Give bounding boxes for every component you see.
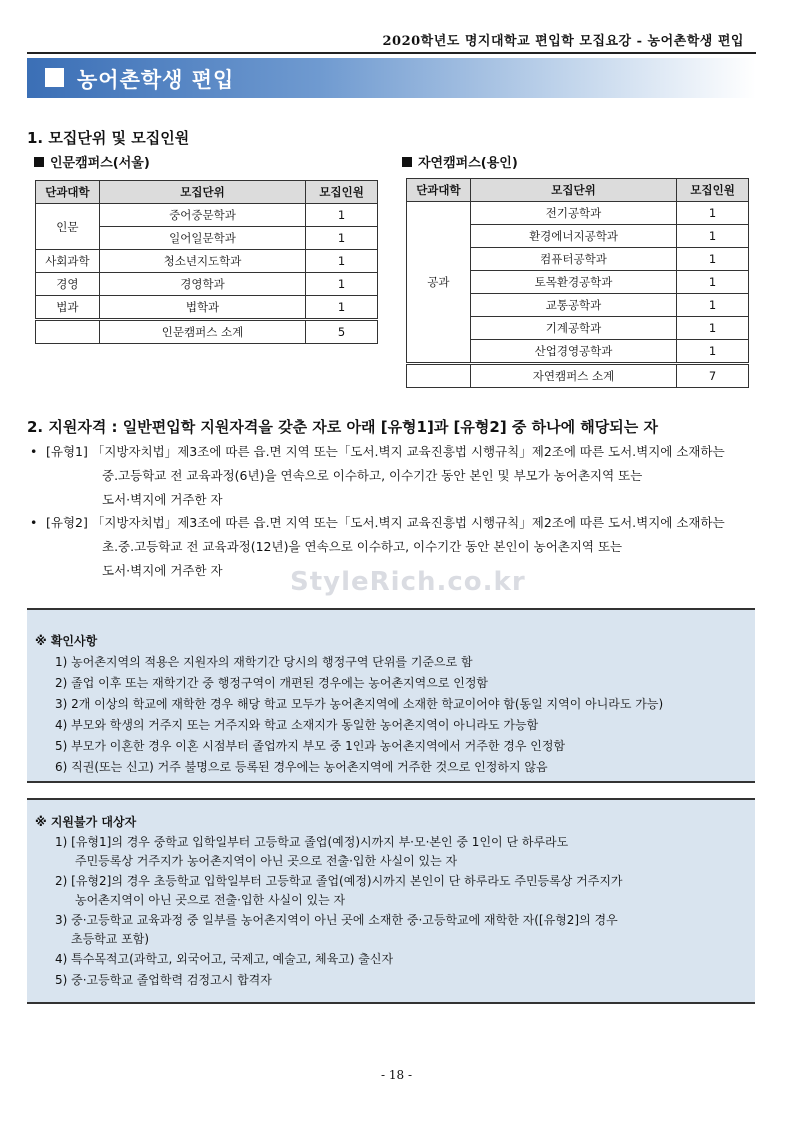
table-row xyxy=(36,250,378,273)
type1-line1: • [유형1] 「지방자치법」제3조에 따른 읍.면 지역 또는「도서.벽지 교육진흥법 시행규칙」제2조에 따른 도서.벽지에 소재하는 xyxy=(30,440,725,463)
count-cell: 1 xyxy=(306,227,378,250)
count-cell: 1 xyxy=(306,204,378,227)
unit-cell: 기계공학과 xyxy=(470,317,676,340)
unit-cell: 교통공학과 xyxy=(470,294,676,317)
count-cell: 1 xyxy=(306,273,378,296)
document-header: 2020학년도 명지대학교 편입학 모집요강 - 농어촌학생 편입 xyxy=(382,34,744,49)
table-header-row xyxy=(407,179,749,202)
col-unit: 모집단위 xyxy=(470,179,676,202)
subtotal-value: 7 xyxy=(677,364,749,388)
bullet-icon: • xyxy=(30,515,38,530)
count-cell: 1 xyxy=(306,250,378,273)
unit-cell: 경영학과 xyxy=(99,273,305,296)
square-bullet-icon xyxy=(402,157,412,167)
type2-label: [유형2] xyxy=(46,515,88,530)
banner-title: 농어촌학생 편입 xyxy=(77,68,235,92)
count-cell: 1 xyxy=(677,225,749,248)
table-row xyxy=(36,296,378,320)
seoul-caption: 인문캠퍼스(서울) xyxy=(34,152,150,171)
yongin-caption: 자연캠퍼스(용인) xyxy=(402,152,518,171)
ineligible-item: 2) [유형2]의 경우 초등학교 입학일부터 고등학교 졸업(예정)시까지 본인이 단 하루라도 주민등록상 거주지가 xyxy=(55,874,623,888)
section1-title: 1. 모집단위 및 모집인원 xyxy=(27,129,190,147)
subtotal-row xyxy=(407,364,749,388)
unit-cell: 일어일문학과 xyxy=(99,227,305,250)
subtotal-value: 5 xyxy=(306,320,378,344)
count-cell: 1 xyxy=(677,294,749,317)
type1-line3: 도서·벽지에 거주한 자 xyxy=(102,492,223,507)
empty-cell xyxy=(407,364,471,388)
count-cell: 1 xyxy=(677,317,749,340)
college-cell: 경영 xyxy=(36,273,100,296)
table-row xyxy=(36,273,378,296)
type2-line2: 초.중.고등학교 전 교육과정(12년)을 연속으로 이수하고, 이수기간 동안 본인이 농어촌지역 또는 xyxy=(102,539,623,554)
ineligible-item: 5) 중·고등학교 졸업학력 검정고시 합격자 xyxy=(55,973,272,987)
type1-label: [유형1] xyxy=(46,444,88,459)
unit-cell: 토목환경공학과 xyxy=(470,271,676,294)
college-cell: 공과 xyxy=(407,202,471,364)
college-cell: 인문 xyxy=(36,204,100,250)
check-title: ※ 확인사항 xyxy=(35,634,98,648)
square-bullet-icon xyxy=(34,157,44,167)
empty-cell xyxy=(36,320,100,344)
count-cell: 1 xyxy=(677,248,749,271)
ineligible-item: 농어촌지역이 아닌 곳으로 전출·입한 사실이 있는 자 xyxy=(75,893,346,907)
check-item: 1) 농어촌지역의 적용은 지원자의 재학기간 당시의 행정구역 단위를 기준으로 함 xyxy=(55,655,473,669)
col-college: 단과대학 xyxy=(407,179,471,202)
section2-title: 2. 지원자격 : 일반편입학 지원자격을 갖춘 자로 아래 [유형1]과 [유형2] 중 하나에 해당되는 자 xyxy=(27,418,658,436)
unit-cell: 중어중문학과 xyxy=(99,204,305,227)
unit-cell: 환경에너지공학과 xyxy=(470,225,676,248)
unit-cell: 청소년지도학과 xyxy=(99,250,305,273)
table-row xyxy=(407,202,749,225)
table-header-row xyxy=(36,181,378,204)
college-cell: 법과 xyxy=(36,296,100,320)
ineligible-title: ※ 지원불가 대상자 xyxy=(35,815,137,829)
check-item: 2) 졸업 이후 또는 재학기간 중 행정구역이 개편된 경우에는 농어촌지역으로 인정함 xyxy=(55,676,488,690)
check-item: 5) 부모가 이혼한 경우 이혼 시점부터 졸업까지 부모 중 1인과 농어촌지역에서 거주한 경우 인정함 xyxy=(55,739,566,753)
count-cell: 1 xyxy=(677,202,749,225)
check-box xyxy=(27,608,755,783)
col-count: 모집인원 xyxy=(306,181,378,204)
count-cell: 1 xyxy=(677,340,749,364)
yongin-table xyxy=(406,178,749,388)
col-count: 모집인원 xyxy=(677,179,749,202)
bullet-icon: • xyxy=(30,444,38,459)
table-row xyxy=(36,204,378,227)
check-item: 4) 부모와 학생의 거주지 또는 거주지와 학교 소재지가 동일한 농어촌지역이 아니라도 가능함 xyxy=(55,718,539,732)
check-item: 6) 직권(또는 신고) 거주 불명으로 등록된 경우에는 농어촌지역에 거주한 것으로 인정하지 않음 xyxy=(55,760,548,774)
count-cell: 1 xyxy=(677,271,749,294)
subtotal-label: 인문캠퍼스 소계 xyxy=(99,320,305,344)
count-cell: 1 xyxy=(306,296,378,320)
subtotal-label: 자연캠퍼스 소계 xyxy=(470,364,676,388)
subtotal-row xyxy=(36,320,378,344)
check-item: 3) 2개 이상의 학교에 재학한 경우 해당 학교 모두가 농어촌지역에 소재한 학교이어야 함(동일 지역이 아니라도 가능) xyxy=(55,697,664,711)
seoul-table xyxy=(35,180,378,344)
col-college: 단과대학 xyxy=(36,181,100,204)
page-number: - 18 - xyxy=(380,1068,412,1082)
ineligible-item: 3) 중·고등학교 교육과정 중 일부를 농어촌지역이 아닌 곳에 소재한 중·고등학교에 재학한 자([유형2]의 경우 xyxy=(55,913,618,927)
ineligible-item: 1) [유형1]의 경우 중학교 입학일부터 고등학교 졸업(예정)시까지 부·모·본인 중 1인이 단 하루라도 xyxy=(55,835,569,849)
type1-line2: 중.고등학교 전 교육과정(6년)을 연속으로 이수하고, 이수기간 동안 본인 및 부모가 농어촌지역 또는 xyxy=(102,468,643,483)
ineligible-box xyxy=(27,798,755,1004)
unit-cell: 법학과 xyxy=(99,296,305,320)
watermark: StyleRich.co.kr xyxy=(290,567,526,597)
section-banner xyxy=(27,58,756,98)
unit-cell: 컴퓨터공학과 xyxy=(470,248,676,271)
unit-cell: 전기공학과 xyxy=(470,202,676,225)
ineligible-item: 초등학교 포함) xyxy=(71,932,150,946)
type2-line3: 도서·벽지에 거주한 자 xyxy=(102,563,223,578)
header-rule xyxy=(27,52,756,54)
ineligible-item: 주민등록상 거주지가 농어촌지역이 아닌 곳으로 전출·입한 사실이 있는 자 xyxy=(75,854,458,868)
ineligible-item: 4) 특수목적고(과학고, 외국어고, 국제고, 예술고, 체육고) 출신자 xyxy=(55,952,394,966)
type2-line1: • [유형2] 「지방자치법」제3조에 따른 읍.면 지역 또는「도서.벽지 교육진흥법 시행규칙」제2조에 따른 도서.벽지에 소재하는 xyxy=(30,511,725,534)
col-unit: 모집단위 xyxy=(99,181,305,204)
college-cell: 사회과학 xyxy=(36,250,100,273)
unit-cell: 산업경영공학과 xyxy=(470,340,676,364)
banner-square-icon xyxy=(45,68,64,87)
